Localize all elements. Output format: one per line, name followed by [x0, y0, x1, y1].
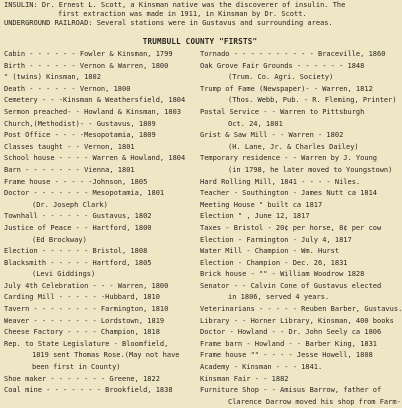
list-item: Frame house - - - - -Johnson, 1805: [4, 177, 148, 186]
list-item: Election " , June 12, 1817: [200, 212, 310, 221]
list-item: Tavern - - - - - - - - Farmington, 1810: [4, 305, 169, 314]
list-item: Death - - - - - - Vernon, 1800: [4, 84, 131, 93]
list-item: Senator - - Calvin Cone of Gustavus elected: [200, 281, 382, 290]
list-item: Shoe maker - - - - - - - Greene, 1822: [4, 374, 160, 383]
list-item: Classes taught - - Vernon, 1801: [4, 142, 135, 151]
list-item: Post Office - - - -Mesopotamia, 1809: [4, 131, 156, 140]
list-item: Barn - - - - - - - Vienna, 1801: [4, 165, 135, 174]
list-item-continuation: Oct. 24, 1801: [228, 119, 283, 128]
list-item: Furniture Shop - - Amisus Barrow, father of: [200, 386, 382, 395]
list-item: Rep. to State Legislature - Bloomfield,: [4, 339, 169, 348]
list-item: Grist & Saw Mill - - Warren - 1802: [200, 131, 344, 140]
list-item: Doctor - - - - - - - Mesopotamia, 1801: [4, 189, 165, 198]
list-item: Brick house - "" - William Woodrow 1828: [200, 270, 365, 279]
list-item: Water Mill - Champion - Wm. Hurst: [200, 247, 340, 256]
list-item: School house - - - - Warren & Howland, 1804: [4, 154, 186, 163]
list-item: Coal mine - - - - - - - Brookfield, 1838: [4, 386, 173, 395]
list-item: Cemetery - - -Kinsman & Weathersfield, 1804: [4, 96, 186, 105]
list-item: Cheese Factory - - - - Champion, 1818: [4, 328, 160, 337]
list-item: Tornado - - - - - - - - - - Braceville, 1860: [200, 50, 386, 58]
list-item: Carding Mill - - - - - -Hubbard, 1810: [4, 293, 160, 302]
list-item: Kinsman Fair - - 1882: [200, 374, 289, 383]
insulin-line-2: first extraction was made in 1911, in Kinsman by Dr. Scott.: [58, 10, 307, 18]
list-item: Postal Service - - Warren to Pittsburgh: [200, 107, 365, 116]
list-item: Frame house "" - - - - Jesse Howell, 1808: [200, 351, 373, 360]
list-item-continuation: (in 1798, he later moved to Youngstown): [228, 165, 393, 174]
list-item-continuation: (Dr. Joseph Clark): [32, 200, 108, 209]
list-item: Justice of Peace - - Hartford, 1800: [4, 223, 152, 232]
list-item-continuation: (Ed Brockway): [32, 235, 87, 244]
list-item: July 4th Celebration - - - Warren, 1800: [4, 281, 169, 290]
list-item: Blacksmith - - - - - Hartford, 1805: [4, 258, 152, 267]
list-item: Veterinarians - - - - - Reuben Barber, Gustavus.: [200, 305, 402, 314]
intro-section: [4, 1, 396, 28]
page-title: TRUMBULL COUNTY "FIRSTS": [142, 37, 258, 46]
list-item: Church,(Methodist)- - Gustavus, 1809: [4, 119, 156, 128]
list-item-continuation: (Thos. Webb, Pub. - R. Fleming, Printer): [228, 96, 397, 105]
list-item: Taxes - Bristol - 20¢ per horse, 8¢ per cow: [200, 223, 382, 232]
list-item: Birth - - - - - - Vernon & Warren, 1800: [4, 61, 169, 70]
list-item: Temporary residence - - Warren by J. Young: [200, 154, 378, 163]
list-item: Meeting House " built ca 1817: [200, 200, 323, 209]
list-item: Election - Champion - Dec. 26, 1831: [200, 258, 348, 267]
list-item: Hard Rolling Mill, 1841 - - - - Niles.: [200, 177, 361, 186]
list-item-continuation: (Trum. Co. Agri. Society): [228, 73, 334, 82]
list-item: Election - Farmington - July 4, 1817: [200, 235, 352, 244]
list-item-continuation: (Levi Giddings): [32, 270, 96, 279]
left-column: [4, 49, 196, 397]
insulin-line-1: INSULIN: Dr. Ernest L. Scott, a Kinsman native was the discoverer of insulin. The: [4, 1, 346, 9]
list-item-continuation: been first in County): [32, 363, 121, 372]
list-item: Teacher - Southington - James Nutt ca 1814: [200, 189, 378, 198]
list-item-continuation: Clarence Darrow moved his shop from Farm-: [228, 397, 401, 406]
list-item: Weaver - - - - - - - - Lordstown, 1819: [4, 316, 165, 325]
list-item: Doctor - Howland - - Dr. John Seely ca 1806: [200, 328, 382, 337]
list-item-continuation: 1819 sent Thomas Rose.(May not have: [32, 351, 180, 360]
list-item: Academy - Kinsman - - - 1841.: [200, 363, 323, 372]
list-item: Trump of Fame (Newspaper)- - Warren, 1812: [200, 84, 373, 93]
list-item: Library - - Horner Library, Kinsman, 400 books: [200, 316, 394, 325]
list-item-continuation: (H. Lane, Jr. & Charles Dailey): [228, 142, 359, 151]
list-item: " (twins) Kinsman, 1802: [4, 73, 101, 82]
list-item: Townhall - - - - - - Gustavus, 1802: [4, 212, 152, 221]
list-item: Cabin - - - - - - Fowler & Kinsman, 1799: [4, 50, 173, 58]
list-item: Sermon preached- - Howland & Kinsman, 1803: [4, 107, 182, 116]
list-item-continuation: in 1806, served 4 years.: [228, 293, 330, 302]
right-column: [200, 49, 402, 408]
list-item: Election - - - - - - Bristol, 1808: [4, 247, 148, 256]
list-item: Oak Grove Fair Grounds - - - - - - 1848: [200, 61, 365, 70]
list-item: Frame barn - Howland - - Barber King, 1831: [200, 339, 378, 348]
underground-railroad-line: UNDERGROUND RAILROAD: Several stations were in Gustavus and surrounding areas.: [4, 19, 333, 27]
